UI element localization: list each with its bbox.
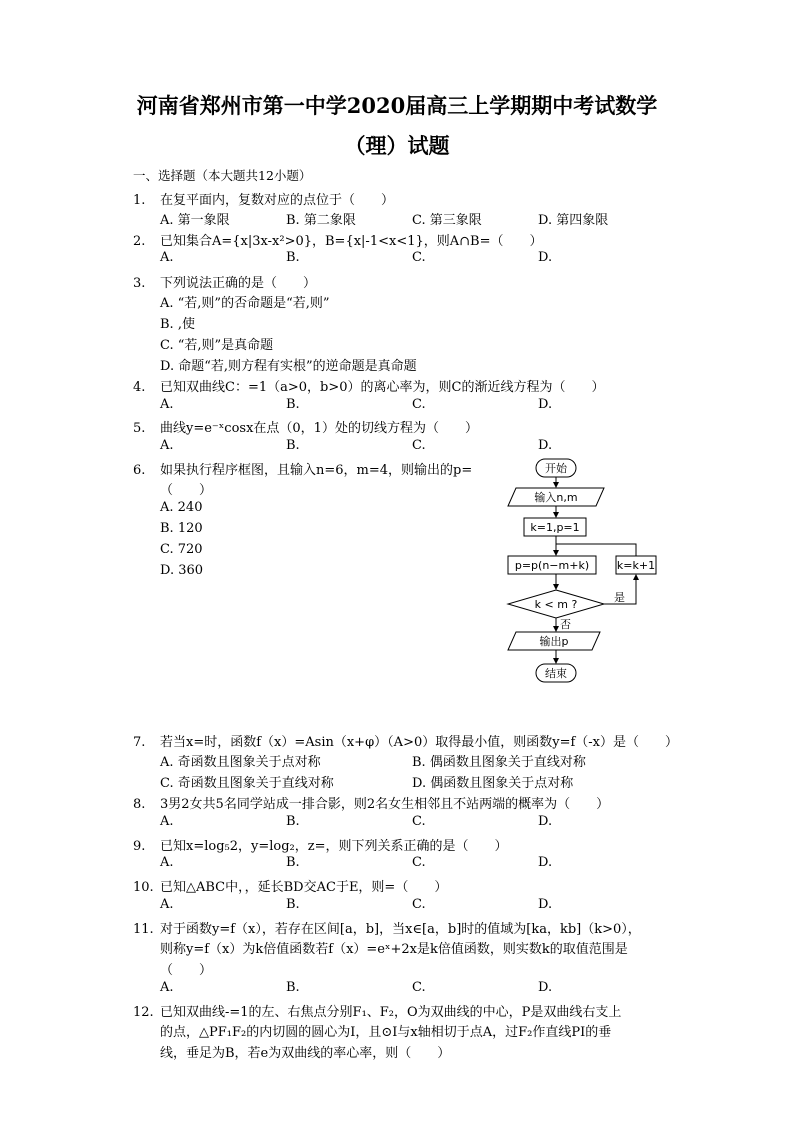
q7-option-b: B. 偶函数且图象关于直线对称 xyxy=(412,755,586,770)
q3-option-c: C. “若,则”是真命题 xyxy=(160,338,274,353)
question-3: 3. 下列说法正确的是（ ） xyxy=(133,276,317,291)
q7-option-a: A. 奇函数且图象关于点对称 xyxy=(160,755,321,770)
section-heading: 一、选择题（本大题共12小题） xyxy=(133,168,312,183)
q2-option-a: A. xyxy=(160,250,174,265)
q11-option-c: C. xyxy=(412,980,426,995)
q9-option-c: C. xyxy=(412,855,426,870)
q7-option-c: C. 奇函数且图象关于直线对称 xyxy=(160,776,334,791)
question-5: 5. 曲线y=e⁻ˣcosx在点（0，1）处的切线方程为（ ） xyxy=(133,421,478,436)
q11-option-b: B. xyxy=(286,980,300,995)
q7-option-d: D. 偶函数且图象关于点对称 xyxy=(412,776,574,791)
q3-option-a: A. “若,则”的否命题是“若,则” xyxy=(160,296,330,311)
title-line-1: 河南省郑州市第一中学2020届高三上学期期中考试数学 xyxy=(136,93,658,118)
q8-option-b: B. xyxy=(286,814,300,829)
q9-option-a: A. xyxy=(160,855,174,870)
question-7: 7. 若当x=时，函数f（x）=Asin（x+φ）（A>0）取得最小值，则函数y=f（-x）是（ ） xyxy=(133,735,679,750)
program-flowchart xyxy=(500,452,660,692)
q1-option-c: C. 第三象限 xyxy=(412,213,482,228)
q10-option-a: A. xyxy=(160,897,174,912)
question-11-cont: 则称y=f（x）为k倍值函数若f（x）=eˣ+2x是k倍值函数，则实数k的取值范围是 xyxy=(160,942,628,957)
q9-option-d: D. xyxy=(538,855,553,870)
q10-option-c: C. xyxy=(412,897,426,912)
flow-incr-label: k=k+1 xyxy=(616,559,656,572)
question-4: 4. 已知双曲线C：=1（a>0，b>0）的离心率为，则C的渐近线方程为（ ） xyxy=(133,380,605,395)
flow-no-label: 否 xyxy=(560,618,571,631)
flow-start-label: 开始 xyxy=(545,462,567,475)
question-12-cont: 的点，△PF₁F₂的内切圆的圆心为I，且⊙I与x轴相切于点A，过F₂作直线PI的垂 xyxy=(160,1025,612,1040)
q8-option-a: A. xyxy=(160,814,174,829)
q6-option-c: C. 720 xyxy=(160,542,203,557)
q3-option-b: B. ,使 xyxy=(160,317,195,332)
question-11-cont-2: （ ） xyxy=(160,963,213,978)
question-8: 8. 3男2女共5名同学站成一排合影，则2名女生相邻且不站两端的概率为（ ） xyxy=(133,797,610,812)
question-1: 1. 在复平面内，复数对应的点位于（ ） xyxy=(133,193,395,208)
q2-option-c: C. xyxy=(412,250,426,265)
q5-option-c: C. xyxy=(412,438,426,453)
q2-option-d: D. xyxy=(538,250,553,265)
q4-option-a: A. xyxy=(160,397,174,412)
question-6-cont: （ ） xyxy=(160,483,213,498)
title-line-2: （理）试题 xyxy=(344,133,450,158)
flow-output-label: 输出p xyxy=(539,635,569,648)
q8-option-c: C. xyxy=(412,814,426,829)
question-12-cont-2: 线，垂足为B，若e为双曲线的率心率，则（ ） xyxy=(160,1046,451,1061)
q10-option-b: B. xyxy=(286,897,300,912)
q2-option-b: B. xyxy=(286,250,300,265)
q1-option-b: B. 第二象限 xyxy=(286,213,356,228)
q3-option-d: D. 命题“若,则方程有实根”的逆命题是真命题 xyxy=(160,359,417,374)
q11-option-d: D. xyxy=(538,980,553,995)
flow-end-label: 结束 xyxy=(545,667,567,680)
q4-option-d: D. xyxy=(538,397,553,412)
q6-option-b: B. 120 xyxy=(160,521,203,536)
flow-condition-label: k < m ? xyxy=(534,598,578,611)
question-10: 10. 已知△ABC中，，延长BD交AC于E，则=（ ） xyxy=(133,880,448,895)
q8-option-d: D. xyxy=(538,814,553,829)
flow-yes-label: 是 xyxy=(614,591,625,604)
question-11: 11. 对于函数y=f（x），若存在区间[a，b]，当x∈[a，b]时的值域为[ka，kb]（k>0）， xyxy=(133,922,641,937)
q5-option-b: B. xyxy=(286,438,300,453)
flow-calc-label: p=p(n−m+k) xyxy=(514,559,590,572)
q11-option-a: A. xyxy=(160,980,174,995)
q10-option-d: D. xyxy=(538,897,553,912)
q5-option-a: A. xyxy=(160,438,174,453)
q9-option-b: B. xyxy=(286,855,300,870)
question-9: 9. 已知x=log₅2，y=log₂，z=，则下列关系正确的是（ ） xyxy=(133,839,508,854)
flow-init-label: k=1,p=1 xyxy=(530,521,580,534)
question-2: 2. 已知集合A={x|3x-x²>0}，B={x|-1<x<1}，则A∩B=（ ） xyxy=(133,234,543,249)
q4-option-c: C. xyxy=(412,397,426,412)
question-6: 6. 如果执行程序框图，且输入n=6，m=4，则输出的p= xyxy=(133,463,473,478)
question-12: 12. 已知双曲线-=1的左、右焦点分别F₁、F₂，O为双曲线的中心，P是双曲线右支上 xyxy=(133,1005,622,1020)
q5-option-d: D. xyxy=(538,438,553,453)
q1-option-a: A. 第一象限 xyxy=(160,213,230,228)
q6-option-a: A. 240 xyxy=(160,500,203,515)
q4-option-b: B. xyxy=(286,397,300,412)
flow-input-label: 输入n,m xyxy=(534,491,578,504)
q1-option-d: D. 第四象限 xyxy=(538,213,609,228)
q6-option-d: D. 360 xyxy=(160,563,204,578)
